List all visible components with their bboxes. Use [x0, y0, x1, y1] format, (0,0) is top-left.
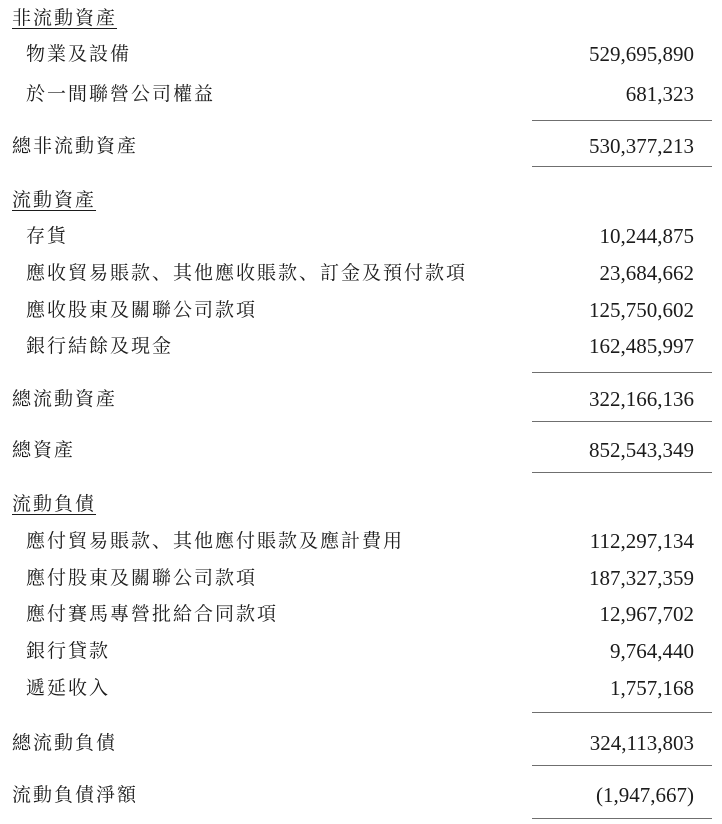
line-item-value: 9,764,440 — [610, 639, 694, 663]
subtotal-rule — [532, 120, 712, 121]
total-rule — [532, 818, 712, 819]
total-label: 總流動負債 — [12, 732, 118, 754]
net-current-liabilities — [0, 781, 722, 817]
line-item-value: 681,323 — [625, 82, 694, 106]
line-item-label: 應收貿易賬款、其他應收賬款、訂金及預付款項 — [26, 262, 468, 284]
line-item-label: 應付賽馬專營批給合同款項 — [26, 603, 279, 625]
line-item-property-equipment — [0, 40, 722, 76]
line-item-value: 187,327,359 — [589, 566, 694, 590]
line-item-racing-concession — [0, 600, 722, 636]
line-item-value: 10,244,875 — [599, 224, 694, 248]
total-non-current-assets — [0, 132, 722, 168]
line-item-bank-loans — [0, 637, 722, 673]
total-label: 總資產 — [12, 439, 76, 461]
line-item-inventories — [0, 222, 722, 258]
total-current-assets — [0, 385, 722, 421]
line-item-value: 23,684,662 — [599, 261, 694, 285]
section-heading-current-liabilities — [0, 490, 722, 526]
line-item-due-to-related — [0, 564, 722, 600]
total-label: 流動負債淨額 — [12, 784, 139, 806]
line-item-label: 物業及設備 — [26, 43, 132, 65]
line-item-value: 125,750,602 — [589, 298, 694, 322]
total-value: 530,377,213 — [589, 134, 694, 158]
subtotal-rule — [532, 372, 712, 373]
line-item-value: 162,485,997 — [589, 334, 694, 358]
section-heading-non-current-assets — [0, 4, 722, 40]
total-rule — [532, 166, 712, 167]
heading-label: 流動負債 — [12, 493, 97, 515]
line-item-label: 應付股東及關聯公司款項 — [26, 567, 258, 589]
subtotal-rule — [532, 712, 712, 713]
line-item-value: 1,757,168 — [610, 676, 694, 700]
line-item-associate-interest — [0, 80, 722, 116]
line-item-due-from-related — [0, 296, 722, 332]
line-item-label: 遞延收入 — [26, 677, 111, 699]
line-item-value: 12,967,702 — [599, 602, 694, 626]
line-item-label: 應付貿易賬款、其他應付賬款及應計費用 — [26, 530, 405, 552]
line-item-bank-cash — [0, 332, 722, 368]
total-label: 總流動資產 — [12, 388, 118, 410]
line-item-label: 銀行結餘及現金 — [26, 335, 174, 357]
line-item-deferred-income — [0, 674, 722, 710]
total-rule — [532, 765, 712, 766]
total-label: 總非流動資產 — [12, 135, 139, 157]
section-heading-current-assets — [0, 186, 722, 222]
total-rule — [532, 472, 712, 473]
line-item-trade-payables — [0, 527, 722, 563]
total-value: 852,543,349 — [589, 438, 694, 462]
total-rule — [532, 421, 712, 422]
heading-label: 非流動資產 — [12, 7, 118, 29]
total-assets — [0, 436, 722, 472]
line-item-label: 存貨 — [26, 225, 69, 247]
heading-label: 流動資產 — [12, 189, 97, 211]
line-item-label: 應收股東及關聯公司款項 — [26, 299, 258, 321]
line-item-label: 於一間聯營公司權益 — [26, 83, 216, 105]
total-value: (1,947,667) — [596, 783, 694, 807]
line-item-value: 529,695,890 — [589, 42, 694, 66]
total-value: 322,166,136 — [589, 387, 694, 411]
line-item-value: 112,297,134 — [589, 529, 694, 553]
total-value: 324,113,803 — [589, 731, 694, 755]
line-item-label: 銀行貸款 — [26, 640, 111, 662]
total-current-liabilities — [0, 729, 722, 765]
line-item-trade-receivables — [0, 259, 722, 295]
